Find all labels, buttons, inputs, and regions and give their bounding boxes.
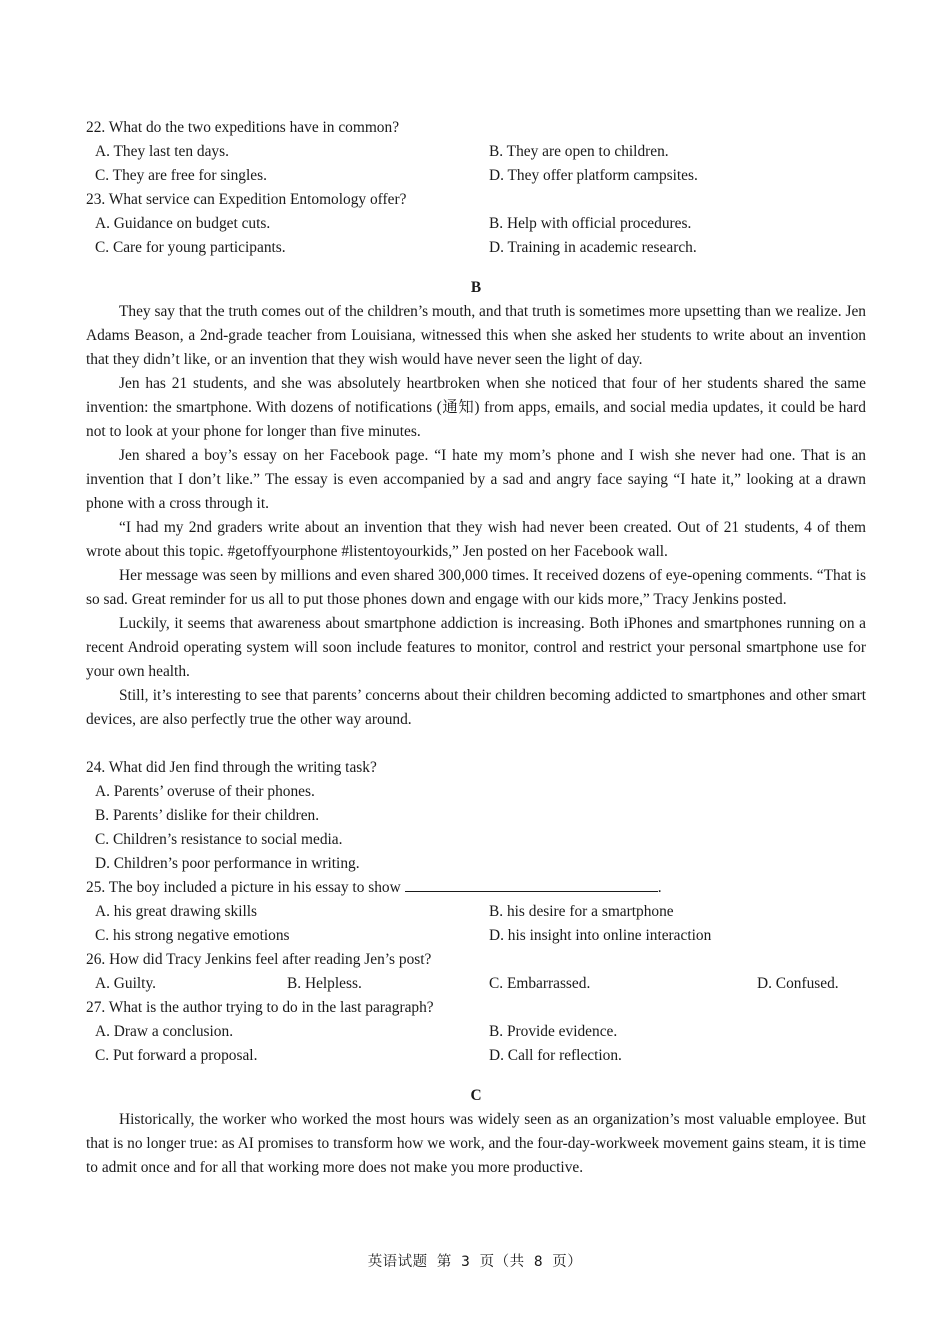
page-footer: 英语试题 第 3 页（共 8 页）: [367, 1254, 583, 1270]
answer-blank: [405, 876, 658, 892]
section-b-paragraph: Her message was seen by millions and even shared 300,000 times. It received dozens of eye-opening comments. “That is so sad. Great reminder for us all to put those phones down and engage with our kids more,” Tracy Jenkins posted.: [86, 567, 866, 608]
question-22-stem: 22. What do the two expeditions have in common?: [86, 119, 400, 136]
section-b-heading: B: [470, 279, 482, 296]
question-23-stem: 23. What service can Expedition Entomology offer?: [86, 191, 407, 208]
question-27-stem: 27. What is the author trying to do in the last paragraph?: [86, 999, 434, 1016]
question-25-options: [86, 900, 866, 948]
option-24-c: C. Children’s resistance to social media.: [95, 831, 343, 848]
option-27-a: A. Draw a conclusion.: [95, 1023, 234, 1040]
option-23-d: D. Training in academic research.: [489, 239, 697, 256]
option-25-d: D. his insight into online interaction: [489, 927, 712, 944]
question-26-options: [86, 972, 866, 996]
question-27-options: [86, 1020, 866, 1068]
option-22-c: C. They are free for singles.: [95, 167, 267, 184]
option-25-a: A. his great drawing skills: [95, 903, 258, 920]
option-24-d: D. Children’s poor performance in writing.: [95, 855, 360, 872]
question-26-stem: 26. How did Tracy Jenkins feel after reading Jen’s post?: [86, 951, 432, 968]
section-b-paragraph: Jen shared a boy’s essay on her Facebook page. “I hate my mom’s phone and I wish she never had one. That is an invention that I don’t like.” The essay is even accompanied by a sad and angry face saying “I hate it,” looking at a drawn phone with a cross through it.: [86, 447, 866, 512]
section-b-paragraph: Jen has 21 students, and she was absolutely heartbroken when she noticed that four of her students shared the same invention: the smartphone. With dozens of notifications (通知) from apps, emails, and social media updates, it could be hard not to look at your phone for longer than five minutes.: [86, 375, 866, 440]
option-22-d: D. They offer platform campsites.: [489, 167, 698, 184]
spacer: [86, 732, 866, 756]
question-25-text: 25. The boy included a picture in his essay to show: [86, 879, 401, 896]
option-23-a: A. Guidance on budget cuts.: [95, 215, 271, 232]
option-26-c: C. Embarrassed.: [489, 975, 591, 992]
option-22-a: A. They last ten days.: [95, 143, 229, 160]
option-23-c: C. Care for young participants.: [95, 239, 286, 256]
option-26-d: D. Confused.: [757, 975, 839, 992]
section-c-paragraph: Historically, the worker who worked the most hours was widely seen as an organization’s most valuable employee. But that is no longer true: as AI promises to transform how we work, and the four-day-workweek movement gains steam, it is time to admit once and for all that working more does not make you more productive.: [86, 1111, 866, 1176]
option-27-c: C. Put forward a proposal.: [95, 1047, 258, 1064]
section-b-paragraph: “I had my 2nd graders write about an invention that they wish had never been created. Out of 21 students, 4 of them wrote about this topic. #getoffyourphone #listentoyourkids,” Jen posted on her Facebook wall.: [86, 519, 866, 560]
option-24-b: B. Parents’ dislike for their children.: [95, 807, 320, 824]
section-b-paragraph: They say that the truth comes out of the children’s mouth, and that truth is sometimes more upsetting than we realize. Jen Adams Beason, a 2nd-grade teacher from Louisiana, witnessed this when she asked her students to write about an invention that they didn’t like, or an invention that they wish would have never seen the light of day.: [86, 303, 866, 368]
section-c-heading: C: [470, 1087, 482, 1104]
option-25-b: B. his desire for a smartphone: [489, 903, 674, 920]
option-27-b: B. Provide evidence.: [489, 1023, 618, 1040]
section-b-paragraph: Still, it’s interesting to see that parents’ concerns about their children becoming addicted to smartphones and other smart devices, are also perfectly true the other way around.: [86, 687, 866, 728]
question-25-stem: [86, 876, 866, 900]
exam-page: [86, 116, 866, 1180]
question-23-options: [86, 212, 866, 260]
question-22-options: [86, 140, 866, 188]
question-25-end: .: [657, 879, 662, 896]
option-22-b: B. They are open to children.: [489, 143, 669, 160]
option-27-d: D. Call for reflection.: [489, 1047, 622, 1064]
option-25-c: C. his strong negative emotions: [95, 927, 290, 944]
option-24-a: A. Parents’ overuse of their phones.: [95, 783, 315, 800]
question-24-stem: 24. What did Jen find through the writing task?: [86, 759, 377, 776]
option-23-b: B. Help with official procedures.: [489, 215, 692, 232]
option-26-b: B. Helpless.: [287, 975, 362, 992]
section-b-paragraph: Luckily, it seems that awareness about smartphone addiction is increasing. Both iPhones and smartphones running on a recent Android operating system will soon include features to monitor, control and restrict your personal smartphone use for your own health.: [86, 615, 866, 680]
option-26-a: A. Guilty.: [95, 975, 156, 992]
